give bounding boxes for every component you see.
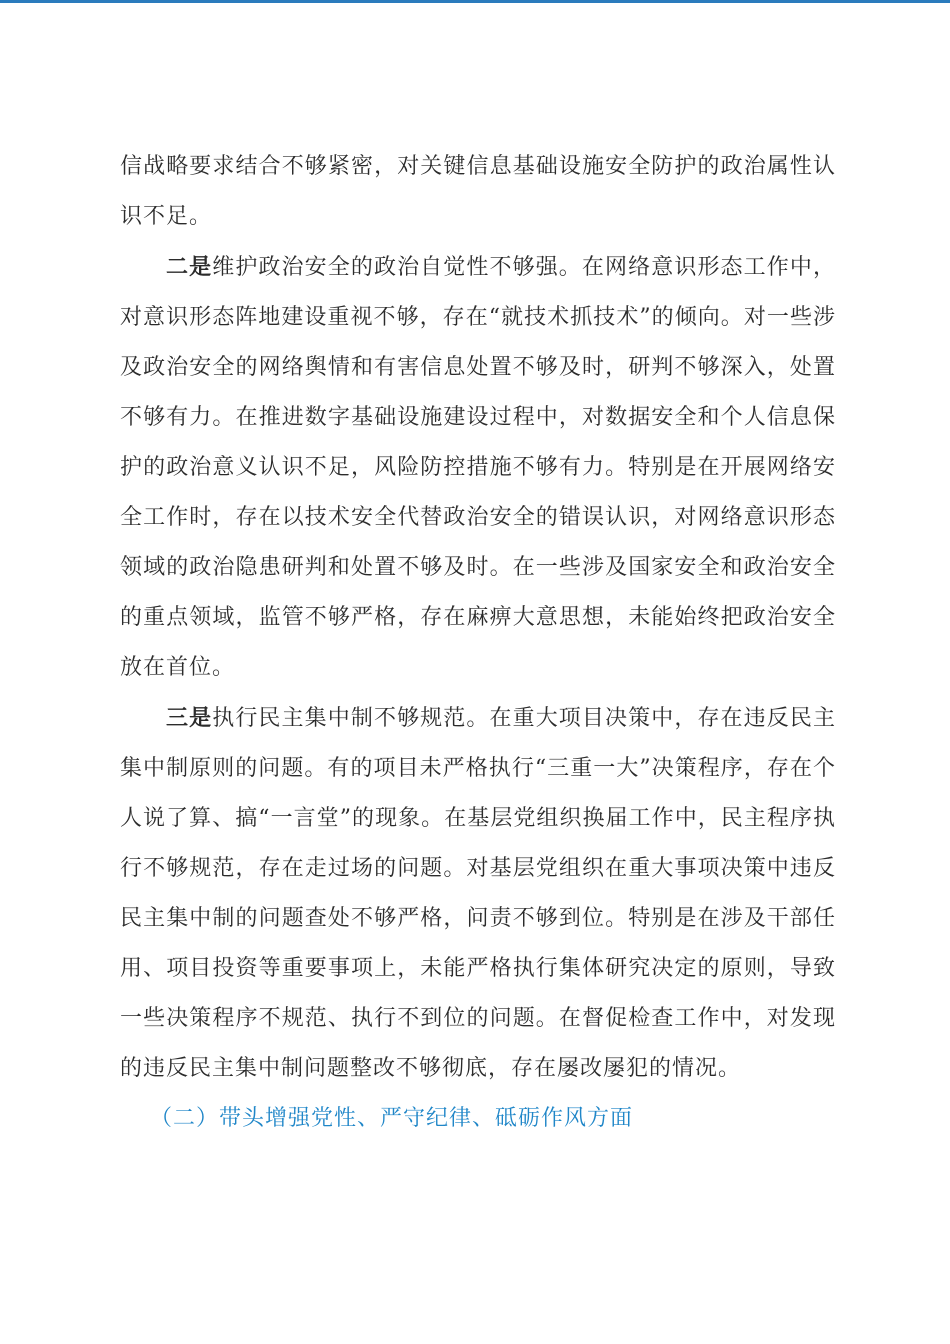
- paragraph-text: 信战略要求结合不够紧密，对关键信息基础设施安全防护的政治属性认识不足。: [120, 154, 836, 229]
- paragraph-text: 维护政治安全的政治自觉性不够强。在网络意识形态工作中，对意识形态阵地建设重视不够，存在“就技术抓技术”的倾向。对一些涉及政治安全的网络舆情和有害信息处置不够及时，研判不够深入，处置不够有力。在推进数字基础设施建设过程中，对数据安全和个人信息保护的政治意义认识不足，风险防控措施不够有力。特别是在开展网络安全工作时，存在以技术安全代替政治安全的错误认识，对网络意识形态领域的政治隐患研判和处置不够及时。在一些涉及国家安全和政治安全的重点领域，监管不够严格，存在麻痹大意思想，未能始终把政治安全放在首位。: [120, 255, 836, 680]
- paragraph-lead: 三是: [166, 705, 213, 731]
- top-rule: [0, 0, 950, 3]
- paragraph-point-three: [120, 693, 836, 1094]
- paragraph-lead: 二是: [166, 254, 213, 280]
- paragraph-point-two: [120, 242, 836, 693]
- document-body: [120, 142, 836, 1144]
- paragraph-text: 执行民主集中制不够规范。在重大项目决策中，存在违反民主集中制原则的问题。有的项目未严格执行“三重一大”决策程序，存在个人说了算、搞“一言堂”的现象。在基层党组织换届工作中，民主程序执行不够规范，存在走过场的问题。对基层党组织在重大事项决策中违反民主集中制的问题查处不够严格，问责不够到位。特别是在涉及干部任用、项目投资等重要事项上，未能严格执行集体研究决定的原则，导致一些决策程序不规范、执行不到位的问题。在督促检查工作中，对发现的违反民主集中制问题整改不够彻底，存在屡改屡犯的情况。: [120, 706, 836, 1081]
- section-heading: （二）带头增强党性、严守纪律、砥砺作风方面: [150, 1106, 634, 1131]
- paragraph-continuation: [120, 142, 836, 242]
